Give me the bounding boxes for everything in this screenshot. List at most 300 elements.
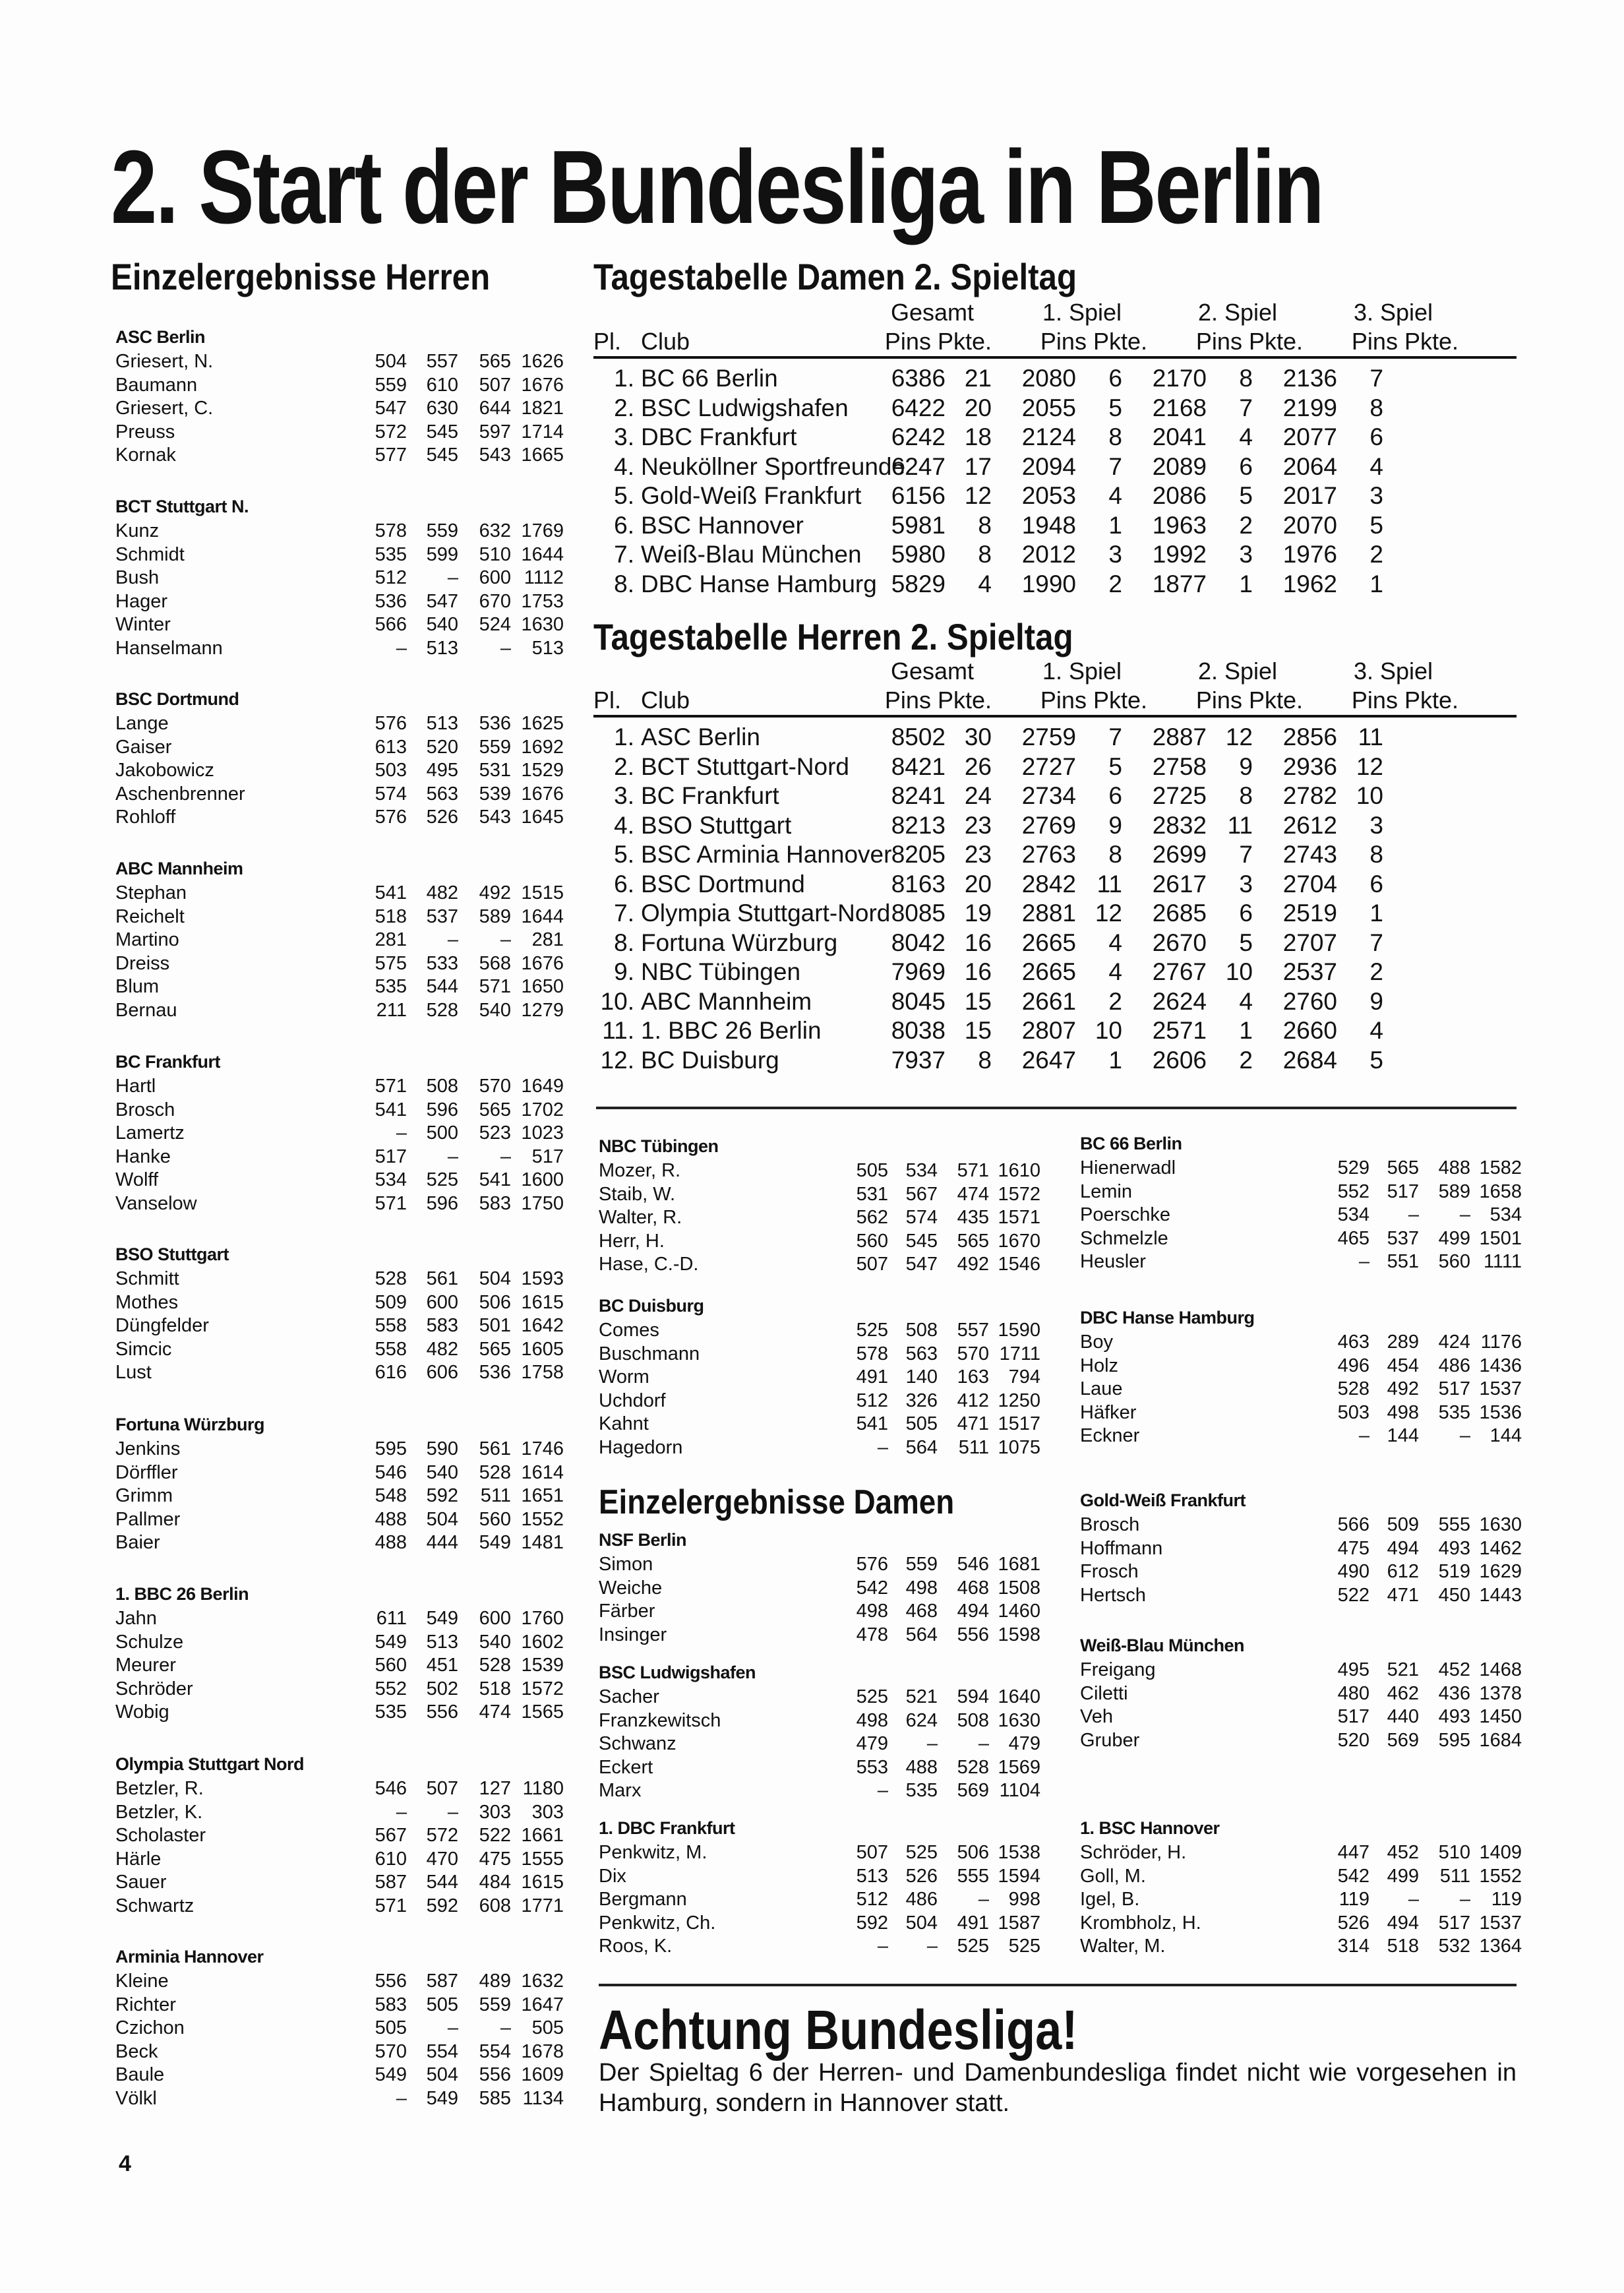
game2-pins: 513: [426, 1631, 458, 1653]
game3-pins: 670: [479, 590, 511, 612]
game2-pins: 494: [1387, 1537, 1419, 1559]
total-pins: 1649: [521, 1076, 564, 1097]
club-name: BSC Hannover: [641, 511, 804, 539]
game2-pins: 494: [1387, 1912, 1419, 1934]
player-name: Schulze: [115, 1631, 184, 1653]
game1-pins: 503: [1337, 1401, 1369, 1423]
game1-pins: 498: [856, 1709, 888, 1731]
player-row: [115, 999, 564, 1023]
game1-pins: 571: [375, 1192, 407, 1214]
club-name: 1. BSC Hannover: [1080, 1818, 1220, 1838]
game1-pins: 542: [1337, 1865, 1369, 1887]
game2-pins: 525: [905, 1842, 938, 1863]
col-header-pins-pkte: Pins Pkte.: [884, 687, 992, 714]
total-points: 21: [964, 365, 992, 392]
total-pins: 1640: [998, 1686, 1040, 1707]
player-row: [115, 929, 564, 952]
place: 2.: [614, 394, 634, 421]
col-header-pins-pkte: Pins Pkte.: [1195, 328, 1303, 355]
player-row: [115, 806, 564, 830]
total-pins: 1468: [1479, 1659, 1522, 1680]
player-name: Dörffler: [115, 1461, 178, 1483]
spacer: [1303, 327, 1328, 356]
total-pins: 1602: [521, 1631, 564, 1653]
place: 4.: [614, 811, 634, 839]
game2-pins: 545: [905, 1230, 938, 1252]
game1-pins: 512: [856, 1390, 888, 1411]
game3-pins: –: [978, 1733, 989, 1754]
game3-pins: 517: [1438, 1912, 1470, 1934]
place: 11.: [602, 1017, 634, 1044]
game1-pins: 520: [1337, 1729, 1369, 1751]
player-row: [1080, 1180, 1522, 1204]
player-row: [115, 2087, 564, 2111]
game1-pins: 560: [856, 1230, 888, 1252]
game1-pins: 517: [375, 1146, 407, 1167]
player-name: Walter, M.: [1080, 1936, 1166, 1957]
game1-pins: 587: [375, 1872, 407, 1893]
total-pins: 1134: [522, 2087, 564, 2109]
player-name: Goll, M.: [1080, 1865, 1146, 1887]
total-pins: 281: [531, 929, 564, 950]
club-name: ASC Berlin: [115, 327, 206, 347]
player-name: Schmelzle: [1080, 1227, 1168, 1249]
game1-pins: –: [396, 2087, 407, 2109]
total-points: 26: [964, 752, 992, 780]
total-pins: 8045: [891, 987, 946, 1015]
standings-row: [593, 811, 1517, 841]
player-row: [115, 1075, 564, 1099]
player-name: Buschmann: [599, 1343, 700, 1364]
game1-pins: 2647: [1021, 1046, 1076, 1074]
game3-pins: 501: [479, 1315, 511, 1336]
game1-pins: 541: [375, 1099, 407, 1120]
total-pins: 1645: [521, 807, 564, 828]
game2-pins: 140: [905, 1366, 938, 1388]
game3-pins: 559: [479, 1994, 511, 2015]
game1-pins: 529: [1337, 1157, 1369, 1178]
game1-points: 10: [1095, 1017, 1122, 1044]
game2-pins: 559: [905, 1554, 938, 1575]
total-pins: 1626: [521, 351, 564, 372]
player-row: [1080, 1729, 1522, 1753]
game2-pins: 567: [905, 1183, 938, 1205]
game2-pins: –: [447, 929, 458, 950]
game1-pins: 546: [375, 1778, 407, 1799]
game2-pins: 592: [426, 1895, 458, 1916]
game3-pins: 565: [479, 1099, 511, 1120]
game3-pins: 1976: [1282, 541, 1337, 568]
total-points: 15: [964, 987, 992, 1015]
total-pins: 144: [1489, 1425, 1522, 1446]
game2-pins: 289: [1387, 1331, 1419, 1353]
standings-row: [593, 987, 1517, 1017]
game3-points: 6: [1369, 870, 1383, 898]
player-name: Poerschke: [1080, 1204, 1171, 1225]
game2-pins: 528: [426, 999, 458, 1021]
col-header-pins-pkte: Pins Pkte.: [884, 328, 992, 355]
player-name: Boy: [1080, 1331, 1113, 1353]
place: 8.: [614, 570, 634, 597]
club-name: BSO Stuttgart: [641, 811, 792, 839]
total-pins: 1644: [521, 543, 564, 565]
standings-row: [593, 1046, 1517, 1076]
game3-pins: –: [978, 1889, 989, 1910]
player-row: [1080, 1157, 1522, 1180]
total-pins: 1569: [998, 1756, 1040, 1778]
total-pins: 479: [1008, 1733, 1040, 1754]
game3-pins: 494: [957, 1601, 989, 1622]
total-pins: 1644: [521, 905, 564, 927]
game2-pins: 2606: [1152, 1046, 1207, 1074]
total-pins: 1279: [521, 999, 564, 1021]
player-row: [115, 1531, 564, 1555]
player-name: Jakobowicz: [115, 760, 214, 781]
total-pins: 1555: [521, 1848, 564, 1870]
game1-pins: 571: [375, 1076, 407, 1097]
game1-pins: 576: [375, 807, 407, 828]
player-name: Freigang: [1080, 1659, 1156, 1680]
game3-pins: 2707: [1282, 929, 1337, 956]
game1-points: 8: [1108, 423, 1122, 450]
game3-pins: 571: [479, 976, 511, 997]
player-name: Hagedorn: [599, 1436, 683, 1458]
column-group-label: 3. Spiel: [1353, 299, 1433, 326]
total-pins: 6242: [891, 423, 946, 450]
game1-pins: 507: [856, 1254, 888, 1275]
game1-pins: 475: [1337, 1537, 1369, 1559]
game3-pins: 2704: [1282, 870, 1337, 898]
game1-pins: –: [877, 1436, 888, 1458]
club-block: [599, 1133, 1040, 1277]
game2-pins: 144: [1387, 1425, 1419, 1446]
total-pins: 1546: [998, 1254, 1040, 1275]
col-header-pins-pkte: Pins Pkte.: [1195, 687, 1303, 714]
game1-pins: 552: [375, 1678, 407, 1699]
game2-pins: 470: [426, 1848, 458, 1870]
player-name: Meurer: [115, 1655, 176, 1676]
game2-pins: 544: [426, 976, 458, 997]
player-name: Schmitt: [115, 1268, 179, 1289]
player-row: [1080, 1537, 1522, 1561]
player-name: Gruber: [1080, 1729, 1140, 1751]
player-name: Hartl: [115, 1076, 156, 1097]
player-row: [115, 952, 564, 976]
notice-title: Achtung Bundesliga!: [599, 1999, 1078, 2061]
game2-points: 5: [1239, 929, 1253, 956]
player-name: Reichelt: [115, 905, 185, 927]
game2-pins: –: [447, 567, 458, 588]
club-name: DBC Hanse Hamburg: [641, 570, 877, 597]
game3-pins: 486: [1438, 1355, 1470, 1376]
game1-points: 5: [1108, 752, 1122, 780]
game2-pins: 561: [426, 1268, 458, 1289]
player-row: [115, 397, 564, 421]
player-row: [115, 1970, 564, 1994]
game3-points: 7: [1369, 929, 1383, 956]
total-points: 30: [964, 723, 992, 750]
game2-pins: 508: [426, 1076, 458, 1097]
spacer: [992, 657, 1017, 686]
game3-pins: 589: [1438, 1180, 1470, 1202]
game2-pins: 2089: [1152, 452, 1207, 480]
standings-row: [593, 540, 1517, 570]
col-header-club: Club: [641, 328, 690, 355]
total-pins: 534: [1489, 1204, 1522, 1225]
total-points: 16: [964, 929, 992, 956]
total-pins: 6247: [891, 452, 946, 480]
total-pins: 8042: [891, 929, 946, 956]
game1-pins: 525: [856, 1686, 888, 1707]
game3-pins: –: [500, 1146, 511, 1167]
game3-pins: 632: [479, 520, 511, 541]
player-row: [599, 1390, 1040, 1413]
club-name: NSF Berlin: [599, 1530, 687, 1550]
total-pins: 1681: [998, 1554, 1040, 1575]
game1-points: 1: [1108, 511, 1122, 539]
game2-points: 4: [1239, 423, 1253, 450]
player-row: [599, 1732, 1040, 1756]
game2-pins: 544: [426, 1872, 458, 1893]
game3-pins: 2760: [1282, 987, 1337, 1015]
player-row: [115, 1994, 564, 2017]
game1-pins: 2665: [1021, 929, 1076, 956]
club-block: [115, 1049, 564, 1215]
game2-pins: 547: [905, 1254, 938, 1275]
game2-pins: 1992: [1152, 541, 1207, 568]
player-row: [599, 1709, 1040, 1733]
total-pins: 1529: [521, 760, 564, 781]
player-row: [1080, 1584, 1522, 1608]
total-pins: 1481: [521, 1532, 564, 1553]
game3-pins: 436: [1438, 1682, 1470, 1704]
game3-pins: –: [500, 929, 511, 950]
game2-pins: 554: [426, 2040, 458, 2062]
game3-pins: 489: [479, 1971, 511, 1992]
game1-pins: 2012: [1021, 541, 1076, 568]
standings-row: [593, 423, 1517, 452]
player-name: Blum: [115, 976, 160, 997]
total-pins: 1593: [521, 1268, 564, 1289]
player-name: Scholaster: [115, 1825, 206, 1846]
total-pins: 1771: [521, 1895, 564, 1916]
total-pins: 1572: [998, 1183, 1040, 1205]
game2-pins: 551: [1387, 1251, 1419, 1272]
total-pins: 1571: [998, 1207, 1040, 1228]
club-block: [1080, 1130, 1522, 1274]
game2-pins: 2685: [1152, 900, 1207, 927]
game2-pins: 444: [426, 1532, 458, 1553]
game3-pins: 560: [1438, 1251, 1470, 1272]
spacer: [992, 686, 1017, 715]
game2-pins: 2699: [1152, 841, 1207, 868]
standings-row: [593, 840, 1517, 870]
game2-pins: 521: [1387, 1659, 1419, 1680]
game1-pins: 478: [856, 1624, 888, 1645]
club-block: [1080, 1304, 1522, 1448]
player-row: [599, 1253, 1040, 1277]
player-name: Bergmann: [599, 1889, 687, 1910]
game1-pins: 2734: [1021, 782, 1076, 809]
game1-points: 6: [1108, 365, 1122, 392]
club-name: BCT Stuttgart N.: [115, 497, 249, 516]
game3-pins: 492: [957, 1254, 989, 1275]
game2-pins: 504: [426, 2064, 458, 2085]
player-row: [115, 1291, 564, 1315]
game1-pins: 547: [375, 398, 407, 419]
section-title-damen-tabelle: Tagestabelle Damen 2. Spieltag: [593, 256, 1077, 297]
total-pins: 1714: [521, 421, 564, 443]
total-pins: 1630: [1479, 1514, 1522, 1535]
game1-points: 6: [1108, 782, 1122, 809]
game2-pins: 537: [1387, 1227, 1419, 1249]
player-row: [1080, 1841, 1522, 1865]
game1-pins: 556: [375, 1971, 407, 1992]
total-points: 23: [964, 841, 992, 868]
game3-pins: 2077: [1282, 423, 1337, 450]
game3-points: 4: [1369, 1017, 1383, 1044]
game2-pins: 537: [426, 905, 458, 927]
player-name: Kunz: [115, 520, 160, 541]
game3-pins: 540: [479, 999, 511, 1021]
game1-pins: 566: [375, 614, 407, 635]
total-pins: 7937: [891, 1046, 946, 1074]
game3-pins: 535: [1438, 1401, 1470, 1423]
player-row: [599, 1159, 1040, 1183]
game1-points: 4: [1108, 482, 1122, 509]
game2-pins: 508: [905, 1320, 938, 1341]
total-points: 17: [964, 452, 992, 480]
total-pins: 1443: [1479, 1584, 1522, 1606]
total-pins: 1630: [521, 614, 564, 635]
spacer: [992, 327, 1017, 356]
game3-pins: 510: [479, 543, 511, 565]
game2-pins: 2670: [1152, 929, 1207, 956]
game3-pins: 557: [957, 1320, 989, 1341]
spacer: [1147, 298, 1172, 327]
game2-pins: 564: [905, 1624, 938, 1645]
game3-pins: 471: [957, 1413, 989, 1434]
player-row: [599, 1553, 1040, 1577]
game2-pins: 569: [1387, 1729, 1419, 1751]
total-pins: 1658: [1479, 1180, 1522, 1202]
player-row: [115, 1361, 564, 1385]
player-name: Kornak: [115, 444, 176, 466]
game2-points: 2: [1239, 511, 1253, 539]
total-pins: 1460: [998, 1601, 1040, 1622]
game2-pins: 2170: [1152, 365, 1207, 392]
game2-pins: 559: [426, 520, 458, 541]
game2-pins: 547: [426, 590, 458, 612]
game3-pins: 565: [479, 1338, 511, 1360]
player-name: Grimm: [115, 1485, 173, 1506]
player-row: [599, 1413, 1040, 1436]
game3-pins: 2537: [1282, 958, 1337, 985]
game1-pins: 552: [1337, 1180, 1369, 1202]
table-column-header: [593, 327, 1517, 359]
game1-pins: 507: [856, 1842, 888, 1863]
game3-points: 8: [1369, 841, 1383, 868]
total-pins: 517: [531, 1146, 564, 1167]
game1-pins: 2727: [1021, 752, 1076, 780]
player-row: [115, 1631, 564, 1655]
game1-pins: 534: [1337, 1204, 1369, 1225]
total-points: 4: [978, 570, 992, 597]
game1-pins: 549: [375, 2064, 407, 2085]
game2-pins: 526: [426, 807, 458, 828]
player-row: [115, 783, 564, 807]
total-pins: 1538: [998, 1842, 1040, 1863]
column-group-label: Gesamt: [890, 657, 975, 685]
total-pins: 1565: [521, 1701, 564, 1723]
game2-pins: 612: [1387, 1561, 1419, 1582]
game2-pins: –: [447, 1146, 458, 1167]
player-name: Färber: [599, 1601, 655, 1622]
total-pins: 1112: [524, 567, 564, 588]
player-row: [115, 374, 564, 398]
game1-pins: 528: [1337, 1378, 1369, 1399]
game1-pins: 578: [375, 520, 407, 541]
total-points: 19: [964, 900, 992, 927]
game2-pins: 583: [426, 1315, 458, 1336]
player-row: [1080, 1250, 1522, 1274]
standings-row: [593, 1016, 1517, 1046]
game3-pins: 560: [479, 1508, 511, 1530]
game1-pins: 583: [375, 1994, 407, 2015]
game3-pins: 2660: [1282, 1017, 1337, 1044]
game1-pins: 525: [856, 1320, 888, 1341]
total-pins: 1572: [521, 1678, 564, 1699]
game1-pins: 211: [376, 999, 407, 1021]
player-name: Beck: [115, 2040, 158, 2062]
game2-points: 8: [1239, 365, 1253, 392]
player-row: [115, 421, 564, 444]
game3-pins: 528: [479, 1655, 511, 1676]
game3-pins: 644: [479, 398, 511, 419]
game1-points: 9: [1108, 811, 1122, 839]
table-group-header: [593, 657, 1517, 686]
page-number: 4: [119, 2151, 131, 2176]
damen-standings-table: [593, 298, 1517, 599]
game3-pins: 507: [479, 374, 511, 396]
total-pins: 1075: [998, 1436, 1040, 1458]
game2-pins: 540: [426, 1461, 458, 1483]
game3-pins: 595: [1438, 1729, 1470, 1751]
total-pins: 5980: [891, 541, 946, 568]
club-name: Arminia Hannover: [115, 1947, 264, 1967]
game2-pins: 587: [426, 1971, 458, 1992]
game1-pins: 558: [375, 1315, 407, 1336]
club-name: BSC Ludwigshafen: [599, 1663, 756, 1682]
player-row: [115, 1338, 564, 1362]
game1-pins: 546: [375, 1461, 407, 1483]
club-name: BC 66 Berlin: [641, 365, 778, 392]
game1-points: 2: [1108, 570, 1122, 597]
game2-pins: 505: [426, 1994, 458, 2015]
game1-pins: 2759: [1021, 723, 1076, 750]
player-name: Mothes: [115, 1291, 179, 1313]
total-pins: 1537: [1479, 1912, 1522, 1934]
game2-pins: 599: [426, 543, 458, 565]
game3-pins: 2936: [1282, 752, 1337, 780]
game3-pins: 518: [479, 1678, 511, 1699]
player-name: Simon: [599, 1554, 653, 1575]
player-row: [115, 520, 564, 543]
game3-pins: 556: [957, 1624, 989, 1645]
game1-pins: 2665: [1021, 958, 1076, 985]
place: 3.: [614, 423, 634, 450]
player-name: Griesert, N.: [115, 351, 214, 372]
